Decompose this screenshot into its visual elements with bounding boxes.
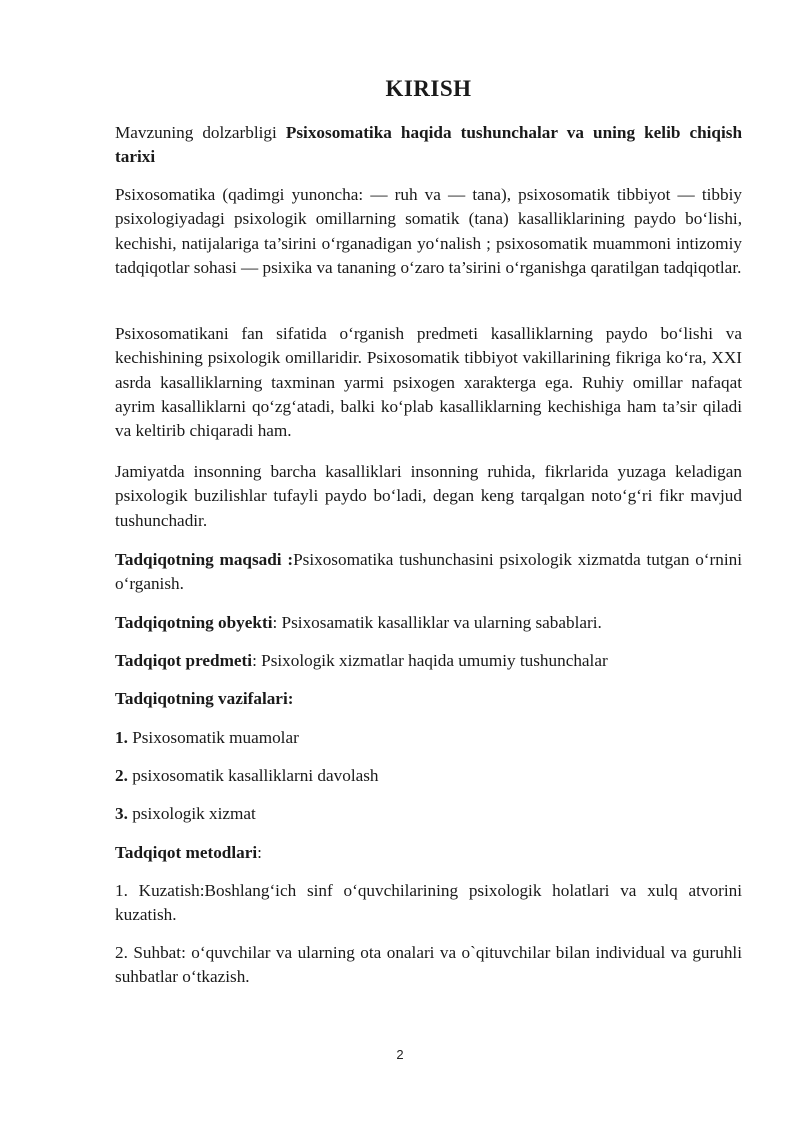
subject-text: : Psixologik xizmatlar haqida umumiy tushunchalar: [252, 651, 608, 670]
object-text: : Psixosamatik kasalliklar va ularning sabablari.: [272, 613, 602, 632]
methods-heading: [115, 841, 742, 865]
methods-suffix: :: [257, 843, 262, 862]
task-item-2: [115, 764, 742, 788]
task-number: 2.: [115, 766, 128, 785]
tasks-heading: [115, 687, 742, 711]
task-number: 3.: [115, 804, 128, 823]
subject-label: Tadqiqot predmeti: [115, 651, 253, 670]
body-paragraph-2: Psixosomatikani fan sifatida o‘rganish predmeti kasalliklarning paydo bo‘lishi va kechishining psixologik omillaridir. Psixosomatik tibbiyot vakillarining fikriga ko‘ra, XXI asrda kasalliklarning taxminan yarmi psixogen xarakterga ega. Ruhiy omillar nafaqat ayrim kasalliklarni qo‘zg‘atadi, balki ko‘plab kasalliklarning kechishiga ham ta’sir qiladi va keltirib chiqaradi ham.: [115, 324, 742, 441]
task-number: 1.: [115, 728, 128, 747]
topic-title: Psixosomatika haqida tushunchalar va uning kelib chiqish tarixi: [115, 123, 743, 167]
object-paragraph: [115, 611, 742, 635]
task-text: psixosomatik kasalliklarni davolash: [127, 766, 379, 785]
task-text: psixologik xizmat: [127, 804, 256, 823]
task-item-3: [115, 802, 742, 826]
method-item-2: 2. Suhbat: o‘quvchilar va ularning ota onalari va o`qituvchilar bilan individual va guruhli suhbatlar o‘tkazish.: [115, 943, 742, 987]
methods-label: Tadqiqot metodlari: [115, 843, 258, 862]
body-paragraph-1: Psixosomatika (qadimgi yunoncha: — ruh va — tana), psixosomatik tibbiyot — tibbiy psixologiyadagi psixologik omillarning somatik (tana) kasalliklarining paydo bo‘lishi, kechishi, natijalariga ta’sirini o‘rganadigan yo‘nalish ; psixosomatik muammoni intizomiy tadqiqotlar sohasi — psixika va tananing o‘zaro ta’sirini o‘rganishga qaratilgan tadqiqotlar.: [115, 185, 742, 277]
tasks-label: Tadqiqotning vazifalari:: [115, 689, 294, 708]
topic-prefix: Mavzuning dolzarbligi: [115, 123, 286, 142]
goal-paragraph: [115, 548, 742, 597]
page-title: KIRISH: [385, 76, 472, 101]
object-label: Tadqiqotning obyekti: [115, 613, 273, 632]
task-text: Psixosomatik muamolar: [127, 728, 299, 747]
task-item-1: [115, 726, 742, 750]
subject-paragraph: [115, 649, 742, 673]
body-paragraph-3: Jamiyatda insonning barcha kasalliklari insonning ruhida, fikrlarida yuzaga keladigan psixologik buzilishlar tufayli paydo bo‘ladi, degan keng tarqalgan noto‘g‘ri fikr mavjud tushunchadir.: [115, 462, 742, 530]
page-number: 2: [396, 1047, 404, 1062]
topic-paragraph: [115, 121, 742, 170]
method-item-1: 1. Kuzatish:Boshlang‘ich sinf o‘quvchilarining psixologik holatlari va xulq atvorini kuzatish.: [115, 881, 742, 925]
goal-text: Psixosomatika tushunchasini psixologik xizmatda tutgan o‘rnini o‘rganish.: [115, 550, 742, 594]
goal-label: Tadqiqotning maqsadi :: [115, 550, 294, 569]
